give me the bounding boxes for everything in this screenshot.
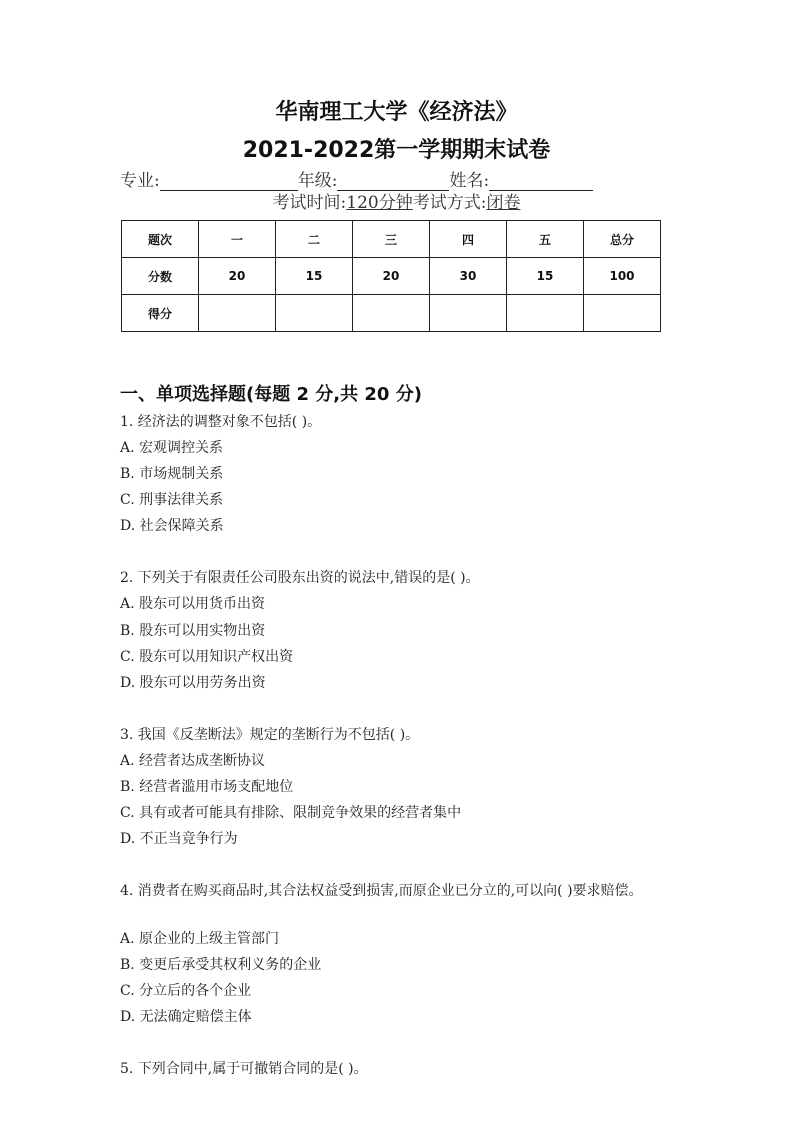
points-cell: 15 bbox=[507, 258, 584, 295]
time-value: 120分钟 bbox=[346, 193, 413, 213]
major-label: 专业: bbox=[120, 171, 160, 191]
question-option: A. 宏观调控关系 bbox=[120, 440, 224, 456]
time-label: 考试时间: bbox=[272, 193, 347, 213]
score-table-header-row bbox=[122, 221, 661, 258]
column-header: 三 bbox=[353, 221, 430, 258]
points-cell: 20 bbox=[199, 258, 276, 295]
earned-cell[interactable] bbox=[276, 295, 353, 332]
column-header: 一 bbox=[199, 221, 276, 258]
points-cell: 15 bbox=[276, 258, 353, 295]
question-stem: 2. 下列关于有限责任公司股东出资的说法中,错误的是( )。 bbox=[120, 570, 480, 586]
question-option: D. 社会保障关系 bbox=[120, 518, 224, 534]
grade-label: 年级: bbox=[297, 171, 338, 191]
question-option: C. 具有或者可能具有排除、限制竞争效果的经营者集中 bbox=[120, 805, 462, 821]
score-table-points-row bbox=[122, 258, 661, 295]
question-option: B. 经营者滥用市场支配地位 bbox=[120, 779, 294, 795]
column-header: 五 bbox=[507, 221, 584, 258]
question-option: A. 股东可以用货币出资 bbox=[120, 596, 266, 612]
earned-cell[interactable] bbox=[430, 295, 507, 332]
row-header: 题次 bbox=[122, 221, 199, 258]
question-option: A. 原企业的上级主管部门 bbox=[120, 931, 280, 947]
row-header: 得分 bbox=[122, 295, 199, 332]
column-header: 二 bbox=[276, 221, 353, 258]
question-stem: 5. 下列合同中,属于可撤销合同的是( )。 bbox=[120, 1061, 368, 1077]
question-option: C. 刑事法律关系 bbox=[120, 492, 224, 508]
points-cell: 30 bbox=[430, 258, 507, 295]
question-option: B. 股东可以用实物出资 bbox=[120, 623, 266, 639]
earned-cell[interactable] bbox=[584, 295, 661, 332]
points-cell: 100 bbox=[584, 258, 661, 295]
earned-cell[interactable] bbox=[507, 295, 584, 332]
earned-cell[interactable] bbox=[353, 295, 430, 332]
question-stem: 4. 消费者在购买商品时,其合法权益受到损害,而原企业已分立的,可以向( )要求赔偿。 bbox=[120, 883, 643, 899]
question-option: B. 变更后承受其权利义务的企业 bbox=[120, 957, 322, 973]
score-table-earned-row bbox=[122, 295, 661, 332]
question-option: D. 股东可以用劳务出资 bbox=[120, 675, 266, 691]
mode-value: 闭卷 bbox=[486, 193, 521, 213]
exam-title: 华南理工大学《经济法》 bbox=[275, 100, 518, 125]
question-option: D. 不正当竞争行为 bbox=[120, 831, 238, 847]
column-header: 总分 bbox=[584, 221, 661, 258]
points-cell: 20 bbox=[353, 258, 430, 295]
exam-subtitle: 2021-2022第一学期期末试卷 bbox=[242, 138, 551, 163]
column-header: 四 bbox=[430, 221, 507, 258]
question-option: C. 分立后的各个企业 bbox=[120, 983, 252, 999]
row-header: 分数 bbox=[122, 258, 199, 295]
question-stem: 3. 我国《反垄断法》规定的垄断行为不包括( )。 bbox=[120, 727, 420, 743]
earned-cell[interactable] bbox=[199, 295, 276, 332]
exam-meta-line bbox=[0, 188, 793, 213]
question-option: C. 股东可以用知识产权出资 bbox=[120, 649, 294, 665]
mode-label: 考试方式: bbox=[412, 193, 487, 213]
name-label: 姓名: bbox=[449, 171, 490, 191]
score-table bbox=[121, 220, 661, 332]
question-option: A. 经营者达成垄断协议 bbox=[120, 753, 266, 769]
question-stem: 1. 经济法的调整对象不包括( )。 bbox=[120, 414, 322, 430]
question-option: B. 市场规制关系 bbox=[120, 466, 224, 482]
section-title: 一、单项选择题(每题 2 分,共 20 分) bbox=[120, 384, 422, 405]
question-option: D. 无法确定赔偿主体 bbox=[120, 1009, 252, 1025]
